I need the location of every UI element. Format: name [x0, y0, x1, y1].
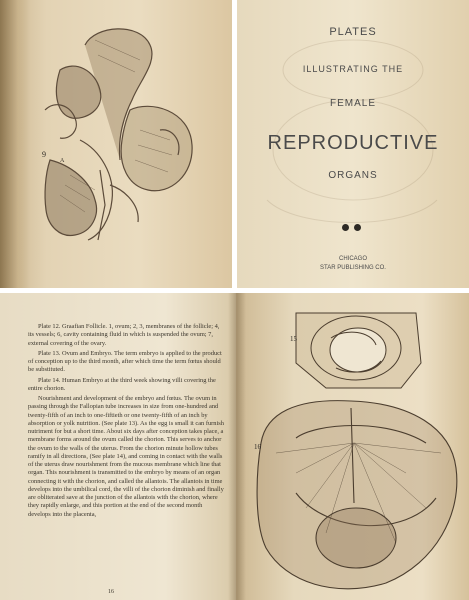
embryo-illustration-icon — [236, 293, 469, 600]
body-text — [28, 323, 224, 521]
paragraph-nourishment: Nourishment and development of the embryo and fœtus. The ovum in passing through the Fallopian tube increases in size from one-hundred and twenty-fifth of an inch to one-fiftieth or one twenty-fifth of an inch by absorption or yolk nutrition. (See plate 13). As the egg is small it can furnish nutriment for but a short time. About six days after conception takes place, a membrane forms around the ovum called the chorion. This serves to anchor the ovum to the walls of the uterus. From the chorion minute hollow tubes ramify in all directions, (See plate 14), and coming in contact with the walls of the uterus draw nourishment from the mucous membrane which line that organ. This nourishment is transmitted to the embryo by means of an organ connecting it with the chorion, and called the allantois. The allantois in time develops into the umbilical cord, the villi of the chorion diminish and finally are obliterated save at the junction of the allantois with the chorion, where they rapidly enlarge, and this portion at the end of the second month develops into the placenta, — [28, 395, 224, 518]
title-organs: ORGANS — [328, 170, 378, 181]
photo-anatomical-plate — [0, 0, 232, 288]
title-plates: PLATES — [329, 26, 377, 38]
right-page — [236, 293, 469, 600]
photo-book-spread — [0, 293, 469, 600]
book-gutter — [228, 293, 246, 600]
anatomical-illustration-icon — [0, 0, 232, 288]
dot-icon — [354, 224, 361, 231]
figure-label-9: 9 — [42, 150, 46, 159]
ornament-dots-icon — [342, 224, 366, 232]
dot-icon — [342, 224, 349, 231]
figure-label-16: 16 — [254, 443, 261, 451]
title-reproductive: REPRODUCTIVE — [267, 132, 439, 154]
publisher-city: CHICAGO — [338, 256, 367, 262]
publisher-name: STAR PUBLISHING CO. — [320, 265, 386, 271]
figure-label-a: A — [60, 158, 65, 164]
page-number: 16 — [108, 589, 114, 595]
title-female: FEMALE — [329, 98, 376, 109]
figure-label-15: 15 — [290, 335, 297, 343]
photo-title-page — [237, 0, 469, 288]
left-page — [0, 293, 236, 600]
paragraph-plate-12: Plate 12. Graafian Follicle. 1, ovum; 2, 3, membranes of the follicle; 4, its vessels; 6, cavity containing fluid in which is suspended the ovum; 7, external covering of the ovary. — [28, 323, 220, 347]
paragraph-plate-14: Plate 14. Human Embryo at the third week showing villi covering the entire chorion. — [28, 376, 216, 392]
paragraph-plate-13: Plate 13. Ovum and Embryo. The term embryo is applied to the product of conception up to the third month, after which time the term fœtus should be substituted. — [28, 349, 222, 374]
title-illustrating: ILLUSTRATING THE — [302, 64, 404, 74]
